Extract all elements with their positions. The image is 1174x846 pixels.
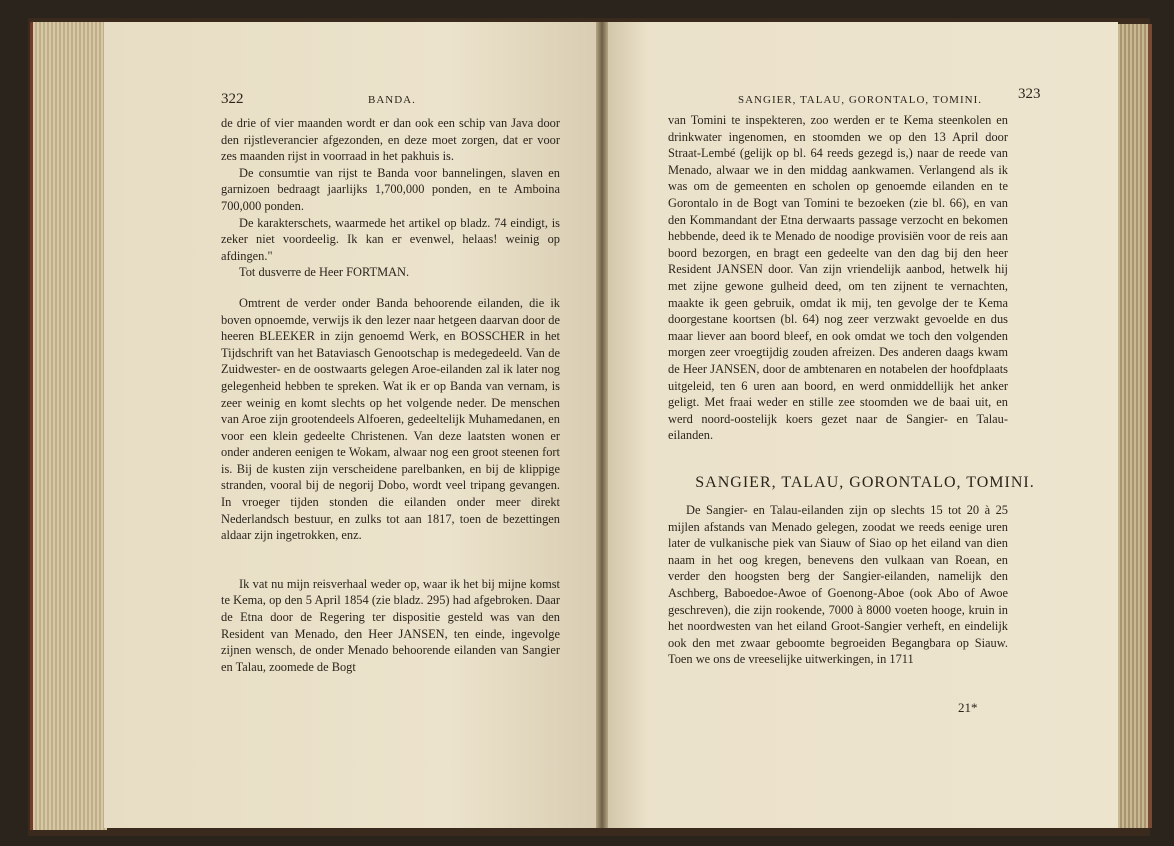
left-paragraph: De karakterschets, waarmede het artikel op bladz. 74 eindigt, is zeker niet voordeelig. Ik kan er evenwel, helaas! weinig op afdingen." xyxy=(221,215,560,263)
section-title: SANGIER, TALAU, GORONTALO, TOMINI. xyxy=(695,474,1035,491)
right-running-head: SANGIER, TALAU, GORONTALO, TOMINI. xyxy=(738,94,982,106)
left-paragraph: Ik vat nu mijn reisverhaal weder op, waar ik het bij mijne komst te Kema, op den 5 April 1854 (zie bladz. 295) had afgebroken. Daar de Etna door de Regering ter dispositie gesteld was van den Resident van Menado, den Heer JANSEN, ten einde, ingevolge zijnen wensch, de onder Menado behoorende eilanden van Sangier en Talau, zoomede de Bogt xyxy=(221,576,560,674)
left-paragraph: De consumtie van rijst te Banda voor bannelingen, slaven en garnizoen bedraagt jaarlijks 1,700,000 ponden, en te Amboina 700,000 ponden. xyxy=(221,165,560,213)
left-paragraph: Omtrent de verder onder Banda behoorende eilanden, die ik boven opnoemde, verwijs ik den lezer naar hetgeen daarvan door de heeren BLEEKER in zijn genoemd Werk, en BOSSCHER in het Tijdschrift van het Bataviasch Genootschap is medegedeeld. Van de Zuidwester- en de oostwaarts gelegen Aroe-eilanden zal ik later nog gelegenheid hebben te spreken. Wat ik er op Banda van vernam, is zeer weinig en komt slechts op het volgende neder. De menschen van Aroe zijn grootendeels Alfoeren, gedeeltelijk Muhamedanen, en voor een klein gedeelte Christenen. Van deze laatsten wonen er onder anderen eenigen te Wokam, alwaar nog een groot steenen fort is. Bij de kusten zijn verscheidene parelbanken, en bij de klippige stranden, vooral bij de negorij Dobo, wordt veel tripang gevangen. In vroeger tijden stonden die eilanden onder meer direkt Nederlandsch bestuur, en zulks tot aan 1817, toen de bezettingen aldaar zijn ingetrokken, enz. xyxy=(221,295,560,543)
left-page-edges xyxy=(30,22,107,830)
right-section-text xyxy=(668,502,1008,668)
right-page-edges xyxy=(1118,24,1152,828)
left-page-number: 322 xyxy=(221,91,244,107)
left-body-text xyxy=(221,115,560,675)
left-paragraph: Tot dusverre de Heer FORTMAN. xyxy=(239,265,410,280)
left-running-head: BANDA. xyxy=(368,94,416,106)
book-gutter xyxy=(596,22,608,828)
right-body-text xyxy=(668,112,1008,444)
right-page-number: 323 xyxy=(1018,86,1041,102)
left-paragraph: de drie of vier maanden wordt er dan ook een schip van Java door den rijstleverancier afgezonden, en deze moet zorgen, dat er voor zes maanden rijst in voorraad in het pakhuis is. xyxy=(221,116,560,164)
right-paragraph: van Tomini te inspekteren, zoo werden er te Kema steenkolen en drinkwater ingenomen, en stoomden we op den 13 April door Straat-Lembé (gelijk op bl. 64 reeds gezegd is,) naar de reede van Menado, alwaar we in den middag aankwamen. Verlangend als ik was om de gemeenten en scholen op genoemde eilanden en te Gorontalo in de Bogt van Tomini te bezoeken (zie bl. 66), en van den Kommandant der Etna derwaarts passage verzocht en bekomen hebbende, deed ik te Menado de noodige provisiën voor de reis aan boord bezorgen, en bragt een gedeelte van den dag bij den heer Resident JANSEN door. Van zijn vriendelijk aanbod, hetwelk hij met zijne gewone gulheid deed, om ten zijnent te vernachten, maakte ik geen gebruik, omdat ik mij, ten gevolge der te Kema doorgestane koortsen (bl. 64) nog zeer verzwakt gevoelde en dus maar liever aan boord bleef, en ook omdat we toch den volgenden morgen zeer vroegtijdig zouden afreizen. Des anderen daags kwam de Heer JANSEN, door de ambtenaren en notabelen der hoofdplaats uitgeleid, ten 6 uren aan boord, en werd onmiddellijk het anker geligt. Met fraai weder en stille zee stoomden we de baai uit, en werd noord-oostelijk koers gezet naar de Sangier- en Talau-eilanden. xyxy=(668,113,1008,443)
right-section-paragraph: De Sangier- en Talau-eilanden zijn op slechts 15 tot 20 à 25 mijlen afstands van Menado gelegen, zoodat we reeds eenige uren later de vulkanische piek van Siauw of Siao op het eiland van dien naam in het oog kregen, benevens den vulkaan van Roean, en verder den hoogsten berg der Sangier-eilanden, namelijk den Aschberg, Baboedoe-Awoe of Goenong-Aboe (ook Abo of Awoe geschreven), die zijn rookende, 7000 à 8000 voeten hooge, kruin in het noordwesten van het eiland Groot-Sangier verheft, en eindelijk ook den met zwaar geboomte begroeiden Begangbara op Siauw. Toen we ons de vreeselijke uitwerkingen, in 1711 xyxy=(668,503,1008,667)
signature-mark: 21* xyxy=(958,700,978,715)
